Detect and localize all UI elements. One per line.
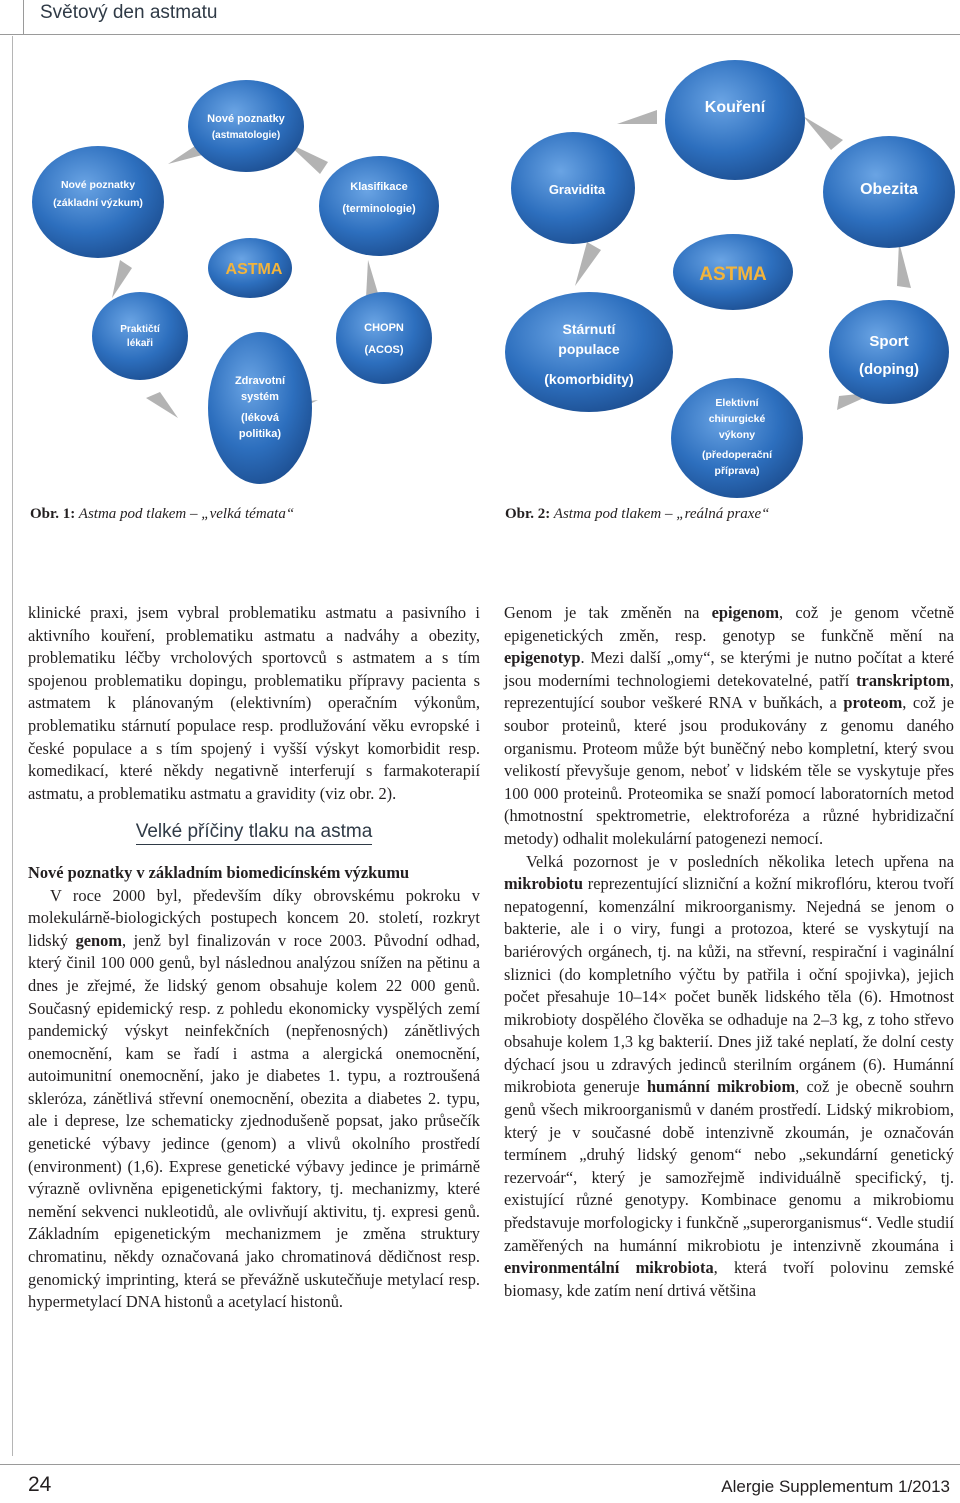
page-header [0, 0, 960, 36]
term-epigenotyp: epigenotyp [504, 648, 581, 668]
caption-text: Astma pod tlakem – „reálná praxe“ [550, 506, 770, 522]
text-run: , což je genom včetně epigenetických změn, resp. genotyp se funkčně mění na [504, 603, 954, 645]
node-label: (ACOS) [364, 344, 404, 356]
section-heading [28, 821, 480, 844]
figure-2-diagram [505, 60, 957, 500]
node-label: Nové poznatky [207, 113, 285, 125]
figure-2-caption [505, 506, 769, 523]
node-label: Nové poznatky [60, 179, 136, 191]
header-divider [23, 0, 24, 35]
node-label: Obezita [860, 181, 918, 198]
header-rule [0, 34, 960, 35]
node-zdravotni-system [208, 332, 312, 484]
node-label: chirurgické [708, 413, 766, 425]
caption-label: Obr. 2: [505, 506, 551, 522]
node-label: Praktičtí [120, 324, 160, 335]
node-klasifikace [319, 156, 439, 256]
node-label: Klasifikace [350, 181, 408, 193]
figure-1-diagram [28, 78, 458, 500]
node-prakticti-lekari [92, 292, 188, 380]
text-run: , což je obecně souhrn genů všech mikroorganismů v daném prostředí. Lidský mikrobiom, který je v současné době intenzivně zkoumán, je označován termínem „druhý lidský genom“ nebo „sekundární genetický rezervoár“, který je samozřejmě individuálně specifický, tj. existující různé genotypy. Kombinace genomu a mikrobiomu představuje morfologicky i funkčně „superorganismus“. Vedle studií zaměřených na humánní mikrobiotu je intenzivně zkoumána i [504, 1077, 955, 1255]
center-astma [673, 234, 793, 310]
node-label: příprava) [714, 465, 760, 477]
node-label: systém [241, 391, 279, 403]
node-label: (předoperační [701, 449, 773, 461]
node-label: (léková [241, 412, 279, 424]
node-chopn [336, 292, 432, 384]
node-label: Elektivní [715, 397, 759, 409]
node-label: CHOPN [364, 322, 404, 334]
node-obezita [823, 136, 955, 248]
term-mikrobiota: mikrobiotu [504, 874, 583, 894]
running-title: Světový den astmatu [40, 2, 218, 23]
term-epigenom: epigenom [711, 603, 780, 622]
term-proteom: proteom [843, 693, 903, 713]
term-environmentalni-mikrobiota: environmentální mikrobiota [504, 1258, 714, 1278]
node-elektivni-vykony [671, 378, 803, 498]
node-label: Kouření [704, 99, 766, 116]
text-run: , která tvoří polovinu zemské biomasy, kde zatím není drtivá většina [504, 1258, 954, 1300]
center-label: ASTMA [225, 261, 283, 278]
subheading: Nové poznatky v základním biomedicínském výzkumu [28, 862, 410, 882]
term-genom: genom [75, 930, 122, 950]
paragraph [504, 602, 954, 851]
paragraph [28, 885, 480, 1314]
text-run: , což je soubor proteinů, které jsou produkovány z genomu daného organismu. Proteom může být buněčný nebo kompletní, který svou velikostí převyšuje genom, neboť v lidském těle se vyskytuje přes 100 000 proteinů. Proteomika se snaží pomocí laboratorních metod (hmotnostní spektrometrie, elektroforéza a různé hybridizační metody) odhalit molekulární patogenezi nemocí. [504, 693, 954, 848]
text-run: . Mezi další „omy“, se kterými je nutno počítat a které jsou moderními technologiemi detekovatelné, patří [504, 648, 954, 690]
text-run: reprezentující slizniční a kožní mikroflóru, kterou tvoří nepatogenní, komenzální mikroorganismy. Nejedná se jenom o bakterie, ale i o viry, fungi a protozoa, které se vyskytují na bariérových orgánech, tj. na kůži, na střevní, respirační i vaginální sliznici (do kompletního výčtu by patřila i oční spojivka), jejich počet přesahuje 10–14× počet buněk lidského těla (6). Hmotnost mikrobioty dospělého člověka se odhaduje na 2–3 kg, z toho střevo obsahuje kolem 1,3 kg bakterií. Dnes již také neplatí, že dolní cesty dýchací jsou u zdravých jedinců sterilním orgánem (6). Humánní mikrobiota generuje [504, 874, 954, 1097]
node-koureni [665, 60, 805, 180]
page-number: 24 [28, 1473, 52, 1496]
section-heading-text: Velké příčiny tlaku na astma [136, 821, 373, 845]
caption-text: Astma pod tlakem – „velká témata“ [75, 506, 295, 522]
node-label: lékaři [126, 338, 154, 349]
text-run: V roce 2000 byl, především díky obrovskému pokroku v molekulárně-biologických postupech koncem 20. století, rozkryt lidský [28, 885, 480, 950]
term-humanni-mikrobiom: humánní mikrobiom [646, 1077, 796, 1097]
caption-label: Obr. 1: [30, 506, 76, 522]
node-gravidita [511, 132, 635, 244]
text-column-left [28, 602, 480, 1314]
center-astma [208, 238, 292, 298]
node-label: Stárnutí [562, 321, 616, 337]
node-label: politika) [238, 428, 282, 440]
margin-rule [12, 36, 13, 1456]
node-sport [829, 300, 949, 404]
node-label: Gravidita [548, 182, 606, 197]
paragraph: klinické praxi, jsem vybral problematiku astmatu a pasivního i aktivního kouření, problematiku astmatu a nadváhy a obezity, problematiku léčby vrcholových sportovců s astmatem a s tím spojenou problematiku dopingu, problematiku přípravy pacienta s astmatem k plánovaným (elektivním) operačním výkonům, problematiku stárnutí populace resp. prodlužování věku evropské i české populace a s tím spojený i vyšší výskyt komorbidit resp. komedikací, které někdy negativně interferují s farmakoterapií astmatu, a problematiku astmatu a gravidity (viz obr. 2). [28, 603, 480, 803]
node-label: (komorbidity) [544, 371, 634, 387]
node-starnuti-populace [505, 292, 673, 412]
figure-1-caption [30, 506, 294, 523]
paragraph [504, 851, 954, 1303]
text-run: , jenž byl finalizován v roce 2003. Původní odhad, který činil 100 000 genů, byl následnou analýzou snížen na pětinu a dnes je zřejmé, že lidský genom obsahuje kolem 22 000 genů. Současný epidemický resp. z pohledu ekonomicky vyspělých zemí pandemický výskyt neinfekčních (nepřenosných) zánětlivých onemocnění, kam se řadí i astma a alergická onemocnění, autoimunitní onemocnění, jako je diabetes 1. typu, a roztroušená skleróza, zánětlivá střevní onemocnění, obezita a diabetes 2. typu, ale i deprese, lze schematicky zjednodušeně popsat, jako průsečík genetické výbavy jedince (genom) a vlivů okolního prostředí (environment) (1,6). Exprese genetické výbavy jedince je primárně výrazně ovlivněna epigenetickými faktory, tj. mechanizmy, které nemění sekvenci nukleotidů, ale ovlivňují aktivitu, tj. expresi genů. Základním epigenetickým mechanizmem je změna struktury chromatinu, někdy označovaná jako chromatinová dědičnost resp. genomický imprinting, která se převážně uskutečňuje metylací resp. hypermetylací DNA histonů a acetylací histonů. [28, 930, 480, 1312]
node-label: Sport [869, 333, 909, 350]
term-transkriptom: transkriptom [856, 670, 950, 690]
node-nove-poznatky-astmatologie [188, 80, 304, 172]
node-label: (astmatologie) [211, 130, 281, 141]
node-label: (terminologie) [342, 203, 416, 215]
text-run: , reprezentující soubor veškeré RNA v buňkách, a [504, 670, 954, 713]
center-label: ASTMA [699, 264, 767, 285]
text-run: Genom je tak změněn na [504, 603, 712, 622]
text-column-right [504, 602, 954, 1302]
node-label: populace [558, 341, 620, 357]
node-label: výkony [718, 429, 756, 441]
node-label: (základní výzkum) [53, 197, 143, 209]
journal-name: Alergie Supplementum 1/2013 [721, 1477, 950, 1496]
text-run: Velká pozornost je v posledních několika letech upřena na [526, 851, 954, 871]
node-label: Zdravotní [234, 375, 286, 387]
node-nove-poznatky-vyzkum [32, 146, 164, 258]
node-label: (doping) [859, 361, 919, 378]
footer-rule [0, 1464, 960, 1465]
